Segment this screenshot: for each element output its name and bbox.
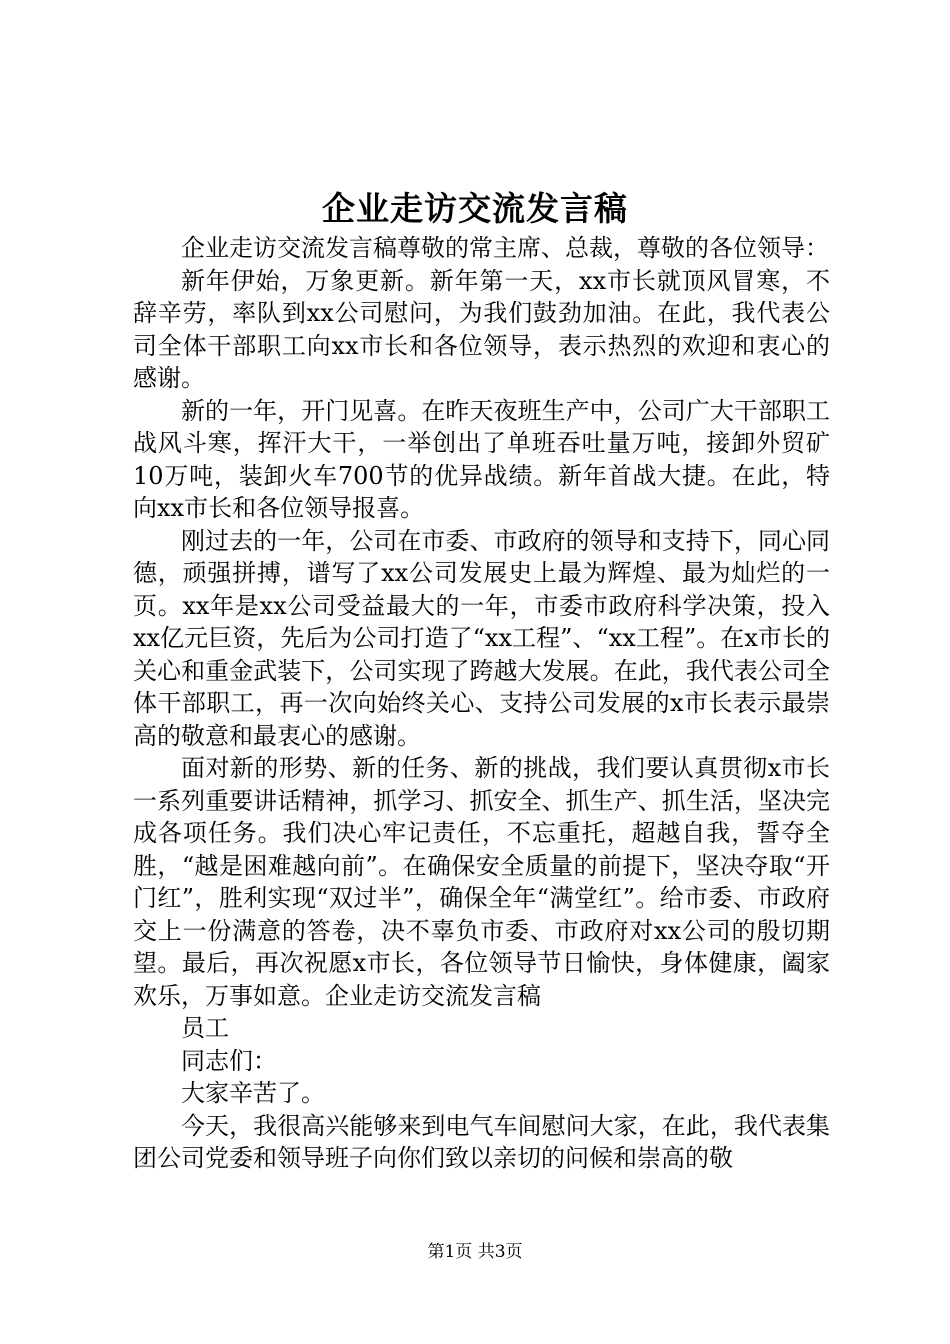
paragraph: 大家辛苦了。 <box>181 1079 325 1107</box>
paragraph: 今天，我很高兴能够来到电气车间慰问大家，在此，我代表集团公司党委和领导班子向你们致以亲切的问候和崇高的敬 <box>133 1111 830 1172</box>
document-body <box>133 232 830 1175</box>
paragraph: 新的一年，开门见喜。在昨天夜班生产中，公司广大干部职工战风斗寒，挥汗大干，一举创出了单班吞吐量万吨，接卸外贸矿10万吨，装卸火车700节的优异战绩。新年首战大捷。在此，特向xx市长和各位领导报喜。 <box>133 396 830 522</box>
paragraph: 新年伊始，万象更新。新年第一天，xx市长就顶风冒寒，不辞辛劳，率队到xx公司慰问，为我们鼓劲加油。在此，我代表公司全体干部职工向xx市长和各位领导，表示热烈的欢迎和衷心的感谢。 <box>133 266 830 392</box>
paragraph: 同志们： <box>181 1046 277 1075</box>
paragraph: 员工 <box>181 1014 229 1042</box>
document-title: 企业走访交流发言稿 <box>322 189 628 228</box>
paragraph: 面对新的形势、新的任务、新的挑战，我们要认真贯彻x市长一系列重要讲话精神，抓学习、抓安全、抓生产、抓生活，坚决完成各项任务。我们决心牢记责任，不忘重托，超越自我，誓夺全胜，“越是困难越向前”。在确保安全质量的前提下，坚决夺取“开门红”，胜利实现“双过半”，确保全年“满堂红”。给市委、市政府交上一份满意的答卷，决不辜负市委、市政府对xx公司的殷切期望。最后，再次祝愿x市长，各位领导节日愉快，身体健康，阖家欢乐，万事如意。企业走访交流发言稿 <box>133 754 830 1010</box>
paragraph: 刚过去的一年，公司在市委、市政府的领导和支持下，同心同德，顽强拼搏，谱写了xx公司发展史上最为辉煌、最为灿烂的一页。xx年是xx公司受益最大的一年，市委市政府科学决策，投入xx亿元巨资，先后为公司打造了“xx工程”、“xx工程”。在x市长的关心和重金武装下，公司实现了跨越大发展。在此，我代表公司全体干部职工，再一次向始终关心、支持公司发展的x市长表示最崇高的敬意和最衷心的感谢。 <box>133 526 830 750</box>
paragraph: 企业走访交流发言稿尊敬的常主席、总裁，尊敬的各位领导： <box>181 234 829 262</box>
page-number-footer: 第1页 共3页 <box>427 1242 523 1262</box>
